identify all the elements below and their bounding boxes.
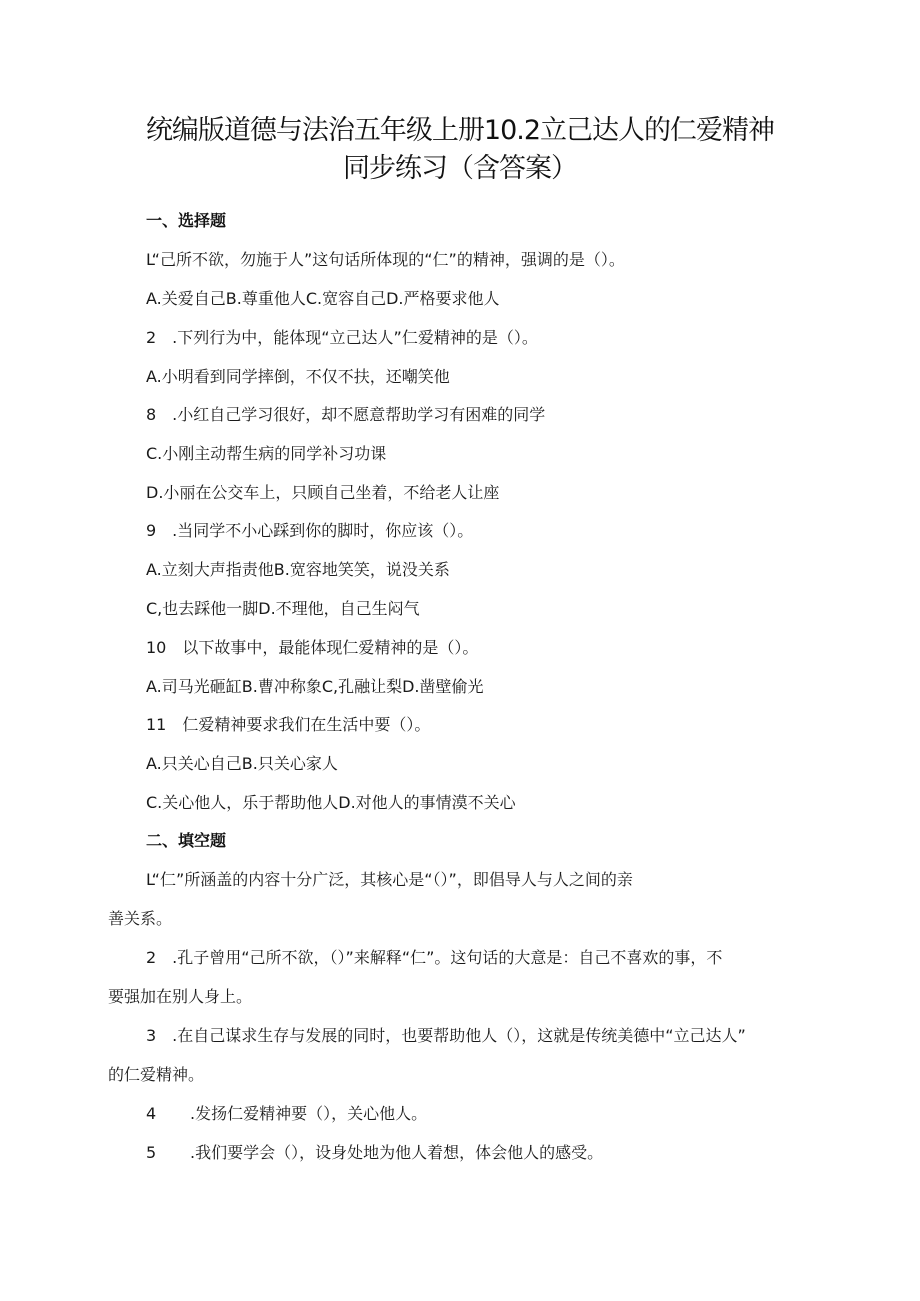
fill-question-3-line-2: 的仁爱精神。 xyxy=(108,1065,205,1084)
fill-question-4 xyxy=(146,1101,427,1124)
fill-question-2-line-2: 要强加在别人身上。 xyxy=(108,987,253,1006)
fill-question-1-line-1: L“仁”所涵盖的内容十分广泛，其核心是“（）”，即倡导人与人之间的亲 xyxy=(146,870,633,889)
choice-line: C.关心他人，乐于帮助他人D.对他人的事情漠不关心 xyxy=(146,793,516,812)
question-number: 4 xyxy=(146,1104,157,1123)
choice-line: 10 以下故事中，最能体现仁爱精神的是（）。 xyxy=(146,638,479,657)
choice-line: A.只关心自己B.只关心家人 xyxy=(146,754,338,773)
choice-line: A.立刻大声指责他B.宽容地笑笑，说没关系 xyxy=(146,560,450,579)
fill-question-1-line-2: 善关系。 xyxy=(108,909,173,928)
choice-line: D.小丽在公交车上，只顾自己坐着，不给老人让座 xyxy=(146,483,500,502)
fill-question-5 xyxy=(146,1140,603,1163)
fill-question-2-line-1: 2 .孔子曾用“己所不欲，（）”来解释“仁”。这句话的大意是：自己不喜欢的事，不 xyxy=(146,948,723,967)
choice-line: 2 .下列行为中，能体现“立己达人”仁爱精神的是（）。 xyxy=(146,328,538,347)
question-text: .我们要学会（），设身处地为他人着想，体会他人的感受。 xyxy=(190,1143,604,1162)
choice-line: A.司马光砸缸B.曹冲称象C,孔融让梨D.凿壁偷光 xyxy=(146,677,484,696)
choice-line: 8 .小红自己学习很好，却不愿意帮助学习有困难的同学 xyxy=(146,405,546,424)
document-title-line-1: 统编版道德与法治五年级上册10.2立己达人的仁爱精神 xyxy=(145,115,775,146)
choice-line: C,也去踩他一脚D.不理他，自己生闷气 xyxy=(146,599,420,618)
choice-line: A.关爱自己B.尊重他人C.宽容自己D.严格要求他人 xyxy=(146,289,500,308)
fill-question-3-line-1: 3 .在自己谋求生存与发展的同时，也要帮助他人（），这就是传统美德中“立己达人” xyxy=(146,1026,746,1045)
choice-line: 9 .当同学不小心踩到你的脚时，你应该（）。 xyxy=(146,521,474,540)
choice-line: C.小刚主动帮生病的同学补习功课 xyxy=(146,444,387,463)
choice-line: A.小明看到同学摔倒，不仅不扶，还嘲笑他 xyxy=(146,367,450,386)
section-heading-choice: 一、选择题 xyxy=(146,211,227,230)
choice-line: L“己所不欲，勿施于人”这句话所体现的“仁”的精神，强调的是（）。 xyxy=(146,250,625,269)
choice-line: 11 仁爱精神要求我们在生活中要（）。 xyxy=(146,715,431,734)
question-number: 5 xyxy=(146,1143,157,1162)
section-heading-fill-blank: 二、填空题 xyxy=(146,831,227,850)
document-title-line-2: 同步练习（含答案） xyxy=(343,153,577,184)
question-text: .发扬仁爱精神要（），关心他人。 xyxy=(190,1104,428,1123)
